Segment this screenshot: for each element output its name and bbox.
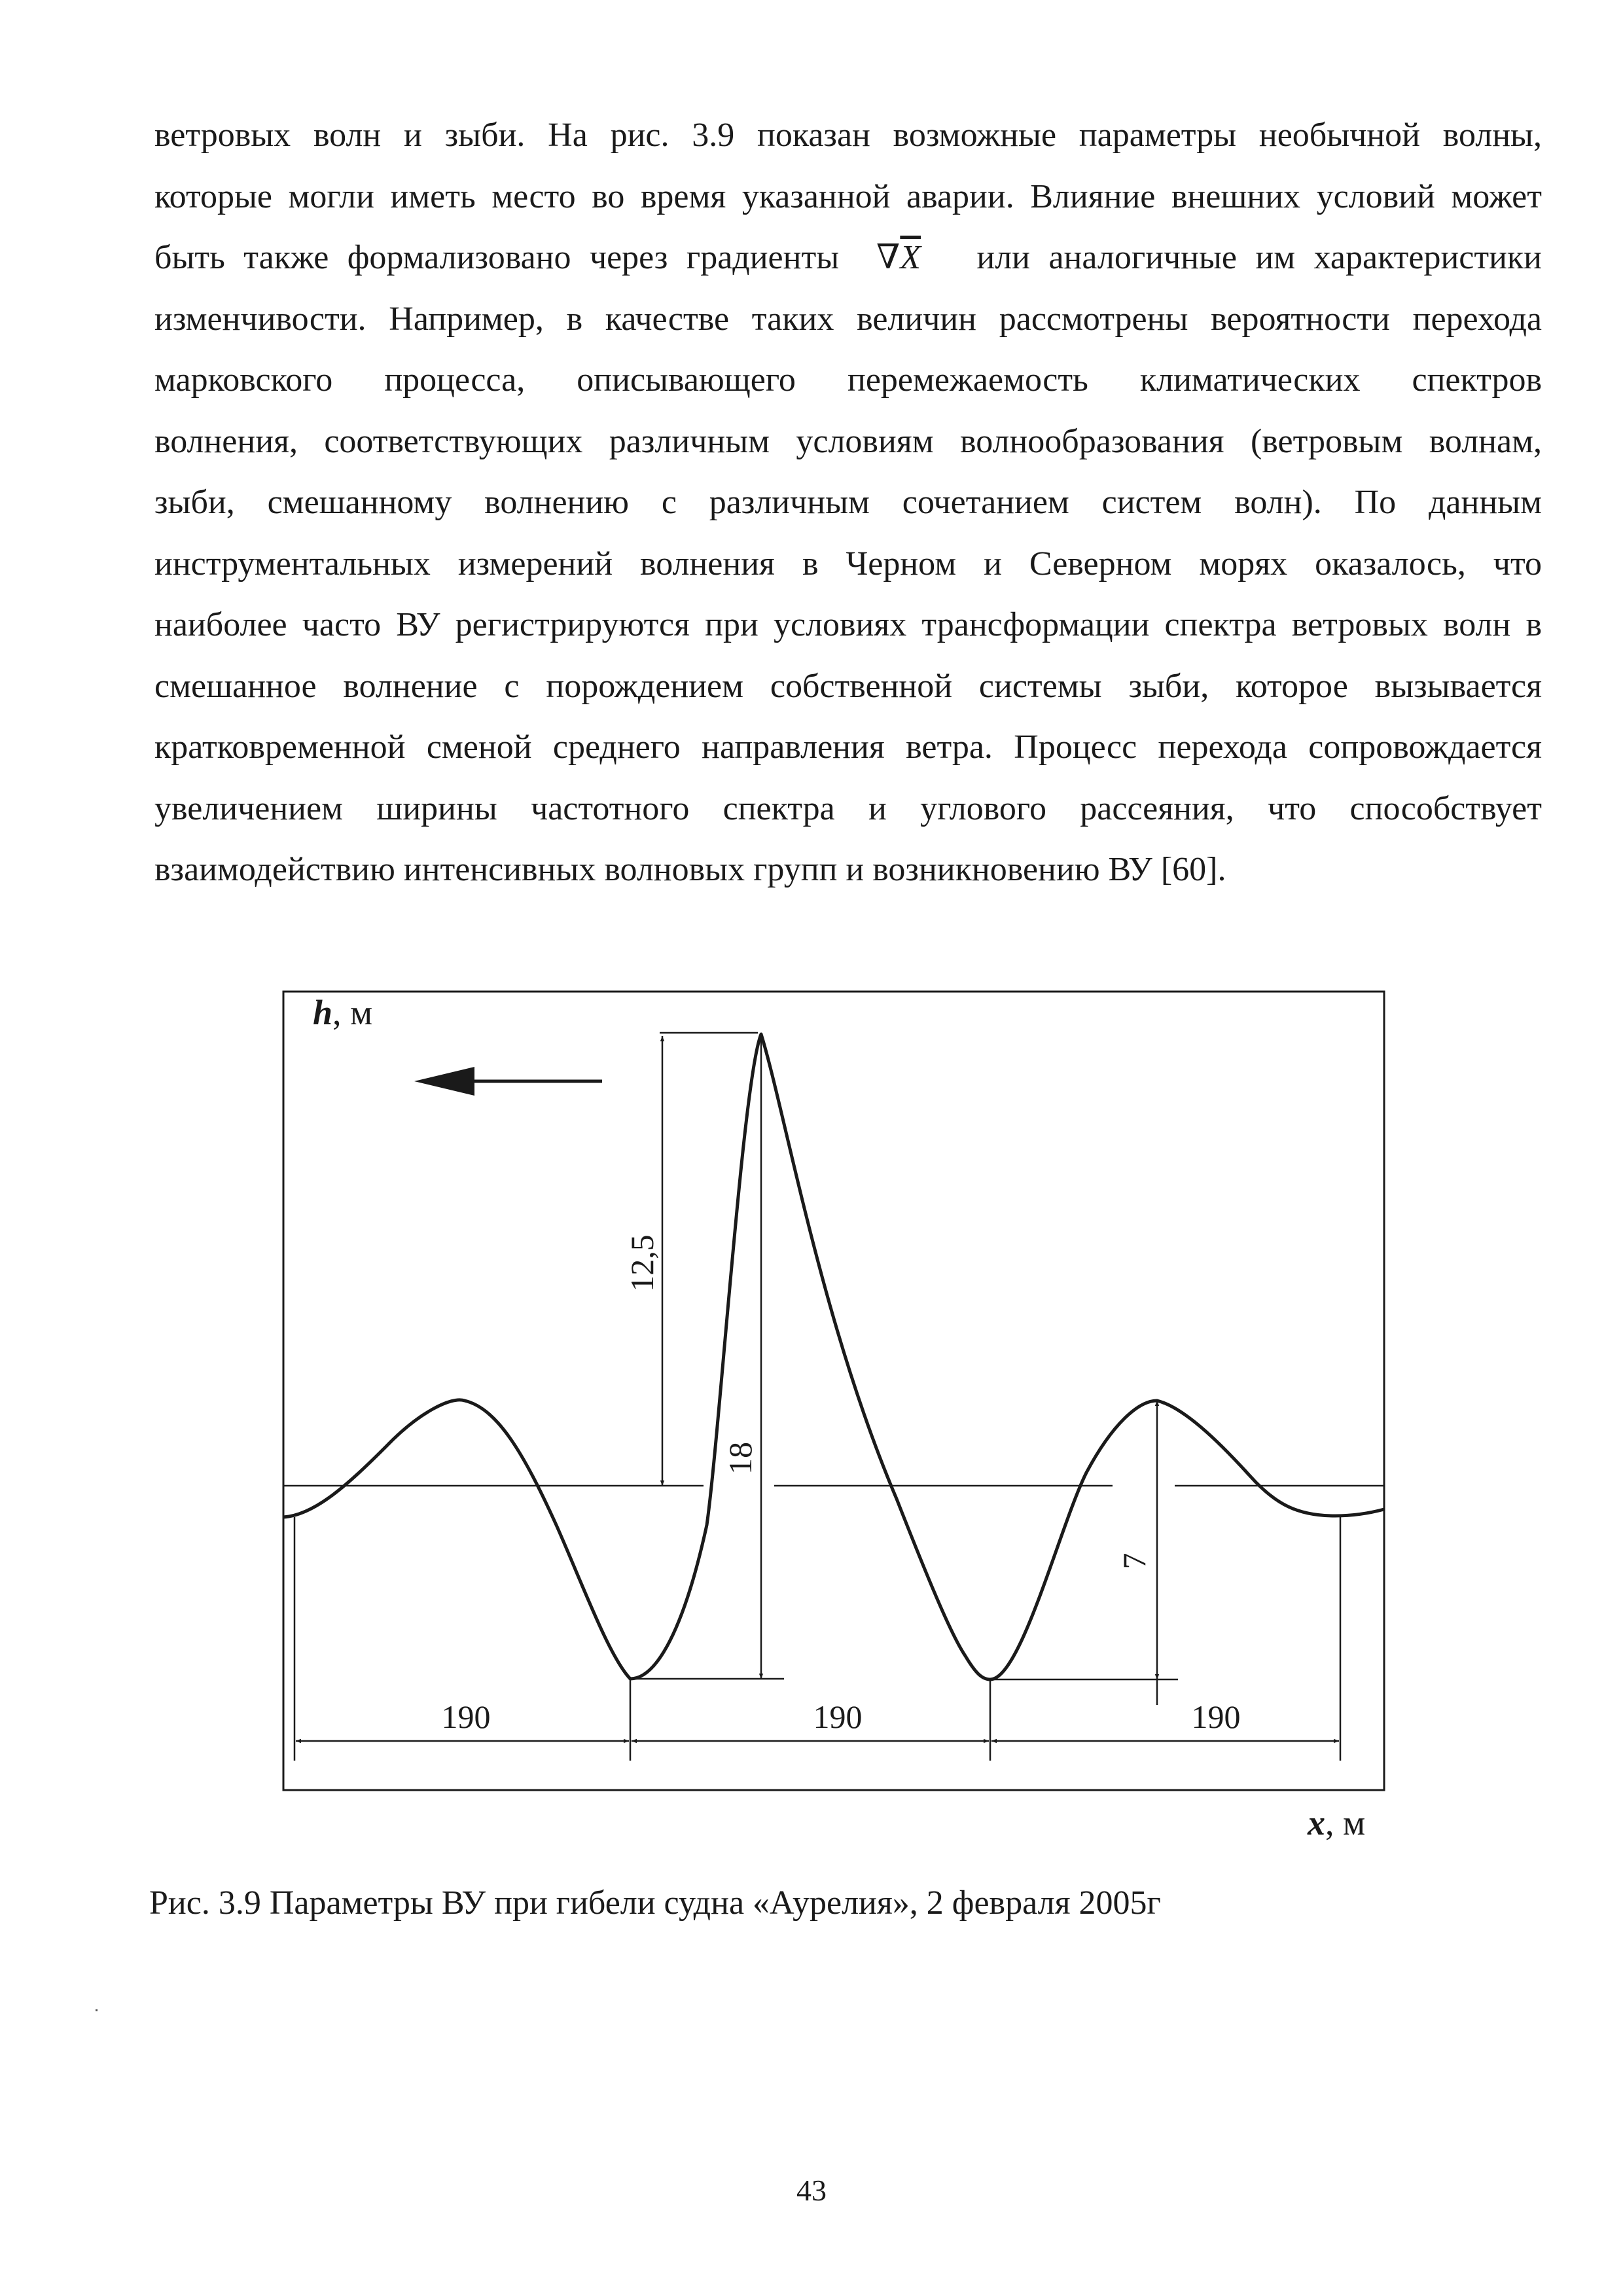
wave-profile-curve	[283, 1034, 1384, 1679]
text-line: взаимодействию интенсивных волновых групп и возникновению ВУ [60].	[154, 851, 1226, 888]
x-bar-symbol: $\overline{X}$	[900, 239, 921, 276]
figure-caption: Рис. 3.9 Параметры ВУ при гибели судна «Аурелия», 2 февраля 2005г	[149, 1884, 1161, 1922]
y-axis-label	[313, 993, 372, 1032]
wavelength-extension-lines	[294, 1516, 1340, 1761]
text-line: зыби, смешанному волнению с различным сочетанием систем волн). По данным	[154, 484, 1542, 521]
text-line: инструментальных измерений волнения в Черном и Северном морях оказалось, что	[154, 545, 1542, 583]
text-line: смешанное волнение с порождением собственной системы зыби, которое вызывается	[154, 667, 1542, 705]
total-height-label: 18	[722, 1442, 758, 1475]
text-line-with-formula	[154, 227, 1542, 289]
page-number: 43	[796, 2174, 827, 2207]
total-height-dimension	[630, 1035, 784, 1679]
right-wave-height-dimension	[990, 1401, 1178, 1705]
wavelength-label-2: 190	[813, 1698, 863, 1735]
text-fragment: быть также формализовано через градиенты	[154, 239, 840, 276]
scan-artifact-dot	[96, 2009, 98, 2011]
text-line: которые могли иметь место во время указанной аварии. Влияние внешних условий может	[154, 177, 1542, 215]
nabla-symbol: ∇	[876, 238, 901, 277]
y-axis-symbol: h	[313, 993, 333, 1032]
figure-frame	[283, 992, 1384, 1790]
text-line: увеличением ширины частотного спектра и углового рассеяния, что способствует	[154, 789, 1542, 827]
x-axis-unit: , м	[1325, 1803, 1366, 1842]
x-axis-label	[1307, 1803, 1365, 1842]
text-line: изменчивости. Например, в качестве таких величин рассмотрены вероятности перехода	[154, 300, 1542, 338]
text-line: наиболее часто ВУ регистрируются при условиях трансформации спектра ветровых волн в	[154, 606, 1542, 643]
crest-height-label: 12,5	[624, 1234, 660, 1292]
right-wave-height-label: 7	[1116, 1552, 1152, 1570]
text-line: марковского процесса, описывающего перемежаемость климатических спектров	[154, 361, 1542, 399]
text-fragment: или аналогичные им характеристики	[976, 239, 1543, 276]
text-line: ветровых волн и зыби. На рис. 3.9 показан возможные параметры необычной волны,	[154, 117, 1542, 154]
wavelength-label-1: 190	[441, 1698, 491, 1735]
body-paragraph	[154, 105, 1542, 901]
propagation-direction-arrow	[414, 1067, 602, 1096]
crest-height-dimension	[660, 1033, 758, 1486]
x-axis-symbol: x	[1308, 1803, 1325, 1842]
text-line: волнения, соответствующих различным условиям волнообразования (ветровым волнам,	[154, 422, 1542, 460]
wavelength-label-3: 190	[1191, 1698, 1241, 1735]
text-line: кратковременной сменой среднего направления ветра. Процесс перехода сопровождается	[154, 728, 1542, 766]
y-axis-unit: , м	[332, 993, 373, 1032]
